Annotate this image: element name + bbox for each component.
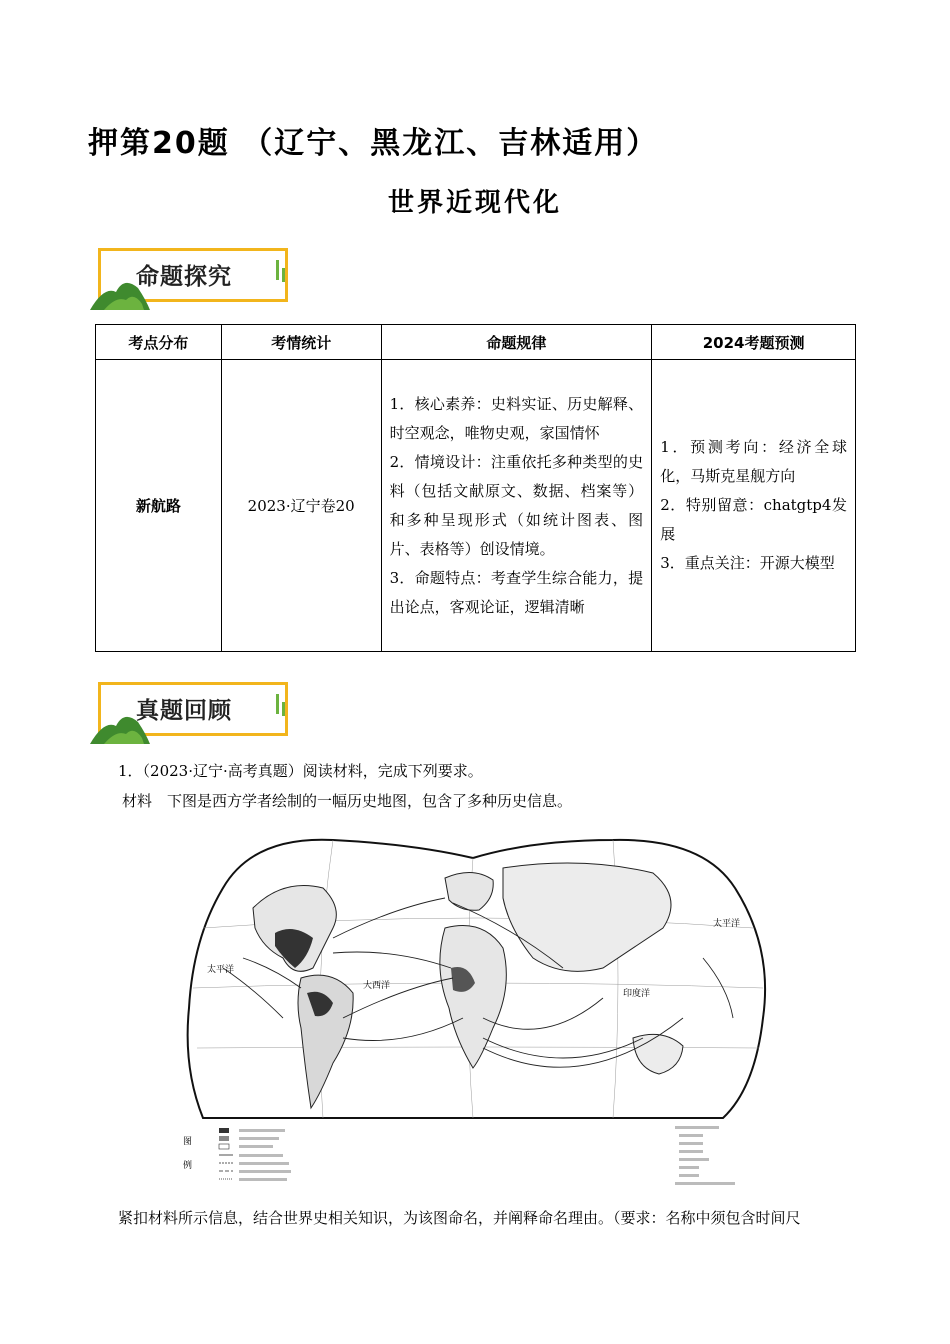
section-badge-review [90, 680, 300, 746]
pacific-right-label: 太平洋 [713, 918, 741, 928]
topic-cell: 新航路 [96, 360, 222, 652]
section-badge-exploration [90, 246, 300, 312]
historical-world-map [183, 818, 773, 1190]
prediction-item: 1．预测考向：经济全球化，马斯克星舰方向 [660, 438, 847, 485]
question-prompt: 紧扣材料所示信息，结合世界史相关知识，为该图命名，并阐释命名理由。（要求：名称中须包含时间尺 [118, 1209, 801, 1227]
rules-cell [381, 360, 652, 652]
exam-analysis-table [95, 324, 856, 652]
section-badge-label: 真题回顾 [136, 698, 232, 724]
question-line [118, 760, 483, 781]
header-rules: 命题规律 [381, 325, 652, 360]
page-subtitle: 世界近现代化 [387, 188, 562, 218]
pacific-left-label: 太平洋 [207, 964, 235, 974]
stats-cell: 2023·辽宁卷20 [221, 360, 381, 652]
rule-item: 3．命题特点：考查学生综合能力，提出论点，客观论证，逻辑清晰 [389, 568, 644, 616]
rule-item: 1．核心素养：史料实证、历史解释、时空观念，唯物史观，家国情怀 [389, 394, 644, 442]
world-map-figure [183, 818, 773, 1190]
svg-text:例: 例 [183, 1160, 193, 1170]
prediction-item: 3．重点关注：开源大模型 [660, 554, 835, 572]
table-row [96, 360, 856, 652]
prediction-item: 2．特别留意：chatgtp4发展 [660, 496, 847, 543]
map-legend-right [675, 1126, 735, 1185]
atlantic-label: 大西洋 [363, 980, 391, 990]
indian-label: 印度洋 [623, 988, 651, 998]
map-legend-left [183, 1128, 291, 1181]
header-stats: 考情统计 [221, 325, 381, 360]
question-source: （2023·辽宁·高考真题）阅读材料，完成下列要求。 [142, 762, 483, 780]
rule-item: 2．情境设计：注重依托多种类型的史料（包括文献原文、数据、档案等）和多种呈现形式（如统计图表、图片、表格等）创设情境。 [389, 452, 644, 558]
prediction-cell [652, 360, 856, 652]
table-header-row [96, 325, 856, 360]
material-line: 材料 下图是西方学者绘制的一幅历史地图，包含了多种历史信息。 [122, 792, 573, 810]
svg-text:图: 图 [183, 1136, 193, 1146]
header-topic: 考点分布 [96, 325, 222, 360]
question-number: 1． [118, 762, 143, 780]
header-prediction: 2024考题预测 [652, 325, 856, 360]
section-badge-label: 命题探究 [136, 264, 232, 290]
page-title: 押第20题 （辽宁、黑龙江、吉林适用） [88, 126, 659, 161]
